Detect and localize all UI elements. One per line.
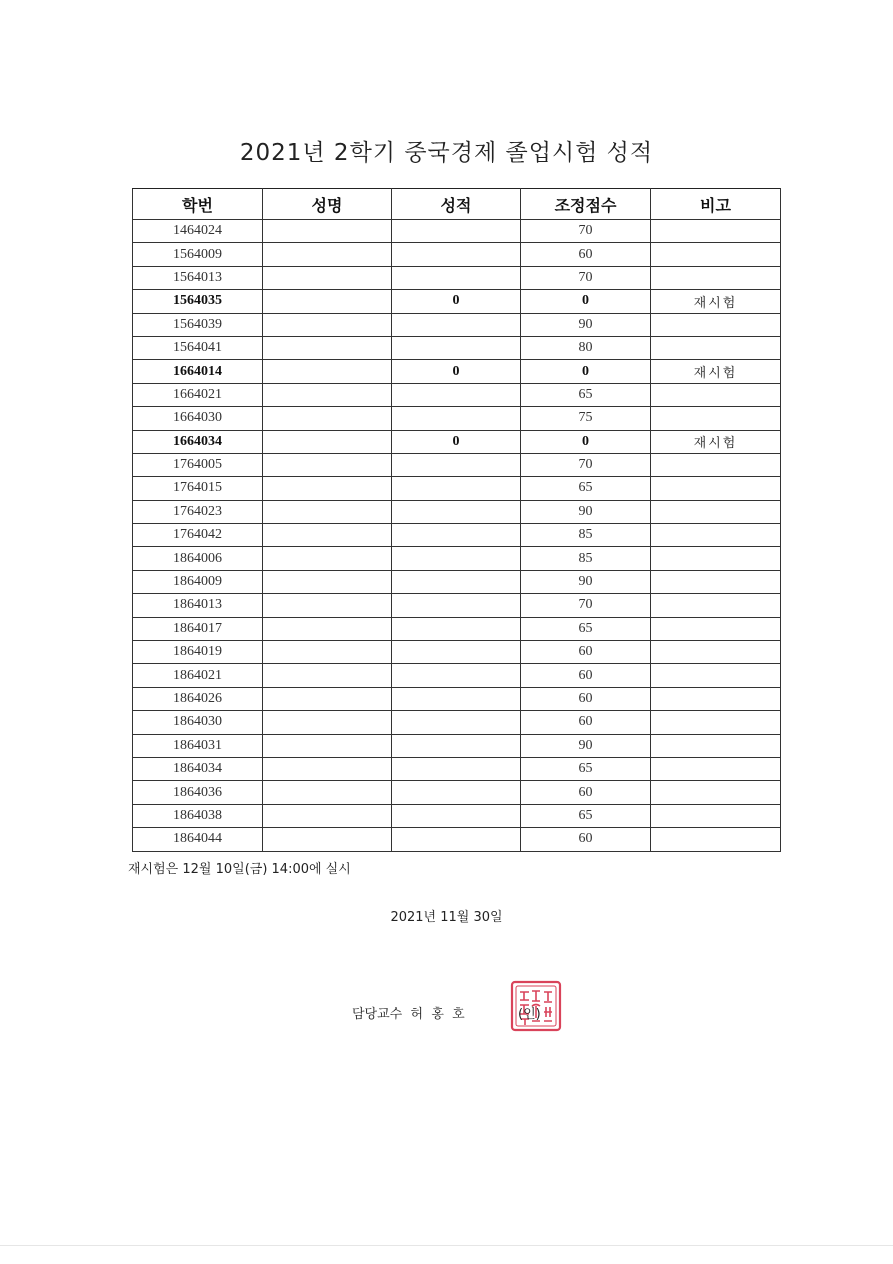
cell-score xyxy=(392,336,521,359)
cell-score xyxy=(392,220,521,243)
cell-adjusted-score: 70 xyxy=(521,594,651,617)
cell-name xyxy=(263,524,392,547)
cell-name xyxy=(263,266,392,289)
cell-name xyxy=(263,500,392,523)
cell-remarks xyxy=(651,547,781,570)
cell-score xyxy=(392,313,521,336)
cell-remarks xyxy=(651,243,781,266)
cell-student-id: 1864021 xyxy=(133,664,263,687)
cell-remarks xyxy=(651,594,781,617)
table-row xyxy=(133,266,781,289)
retest-notice: 재시험은 12월 10일(금) 14:00에 실시 xyxy=(128,862,351,877)
cell-score xyxy=(392,547,521,570)
cell-name xyxy=(263,711,392,734)
cell-adjusted-score: 60 xyxy=(521,687,651,710)
cell-adjusted-score: 0 xyxy=(521,360,651,383)
cell-name xyxy=(263,828,392,851)
cell-remarks xyxy=(651,524,781,547)
table-row xyxy=(133,383,781,406)
cell-student-id: 1864013 xyxy=(133,594,263,617)
cell-student-id: 1564035 xyxy=(133,290,263,313)
cell-remarks xyxy=(651,407,781,430)
professor-signature-line: 담당교수 허 홍 호 xyxy=(352,1007,465,1022)
page-bottom-rule xyxy=(0,1245,893,1246)
cell-score xyxy=(392,570,521,593)
table-row xyxy=(133,734,781,757)
cell-adjusted-score: 85 xyxy=(521,547,651,570)
cell-remarks xyxy=(651,711,781,734)
cell-score xyxy=(392,828,521,851)
table-row xyxy=(133,594,781,617)
cell-score xyxy=(392,641,521,664)
grades-table-body xyxy=(133,220,781,852)
cell-adjusted-score: 70 xyxy=(521,220,651,243)
cell-remarks xyxy=(651,804,781,827)
cell-remarks: 재시험 xyxy=(651,360,781,383)
cell-student-id: 1464024 xyxy=(133,220,263,243)
cell-adjusted-score: 90 xyxy=(521,570,651,593)
cell-name xyxy=(263,594,392,617)
cell-adjusted-score: 90 xyxy=(521,313,651,336)
table-row xyxy=(133,500,781,523)
cell-student-id: 1864034 xyxy=(133,757,263,780)
page-title: 2021년 2학기 중국경제 졸업시험 성적 xyxy=(239,140,654,166)
table-row xyxy=(133,220,781,243)
document-date: 2021년 11월 30일 xyxy=(390,910,503,925)
cell-student-id: 1864006 xyxy=(133,547,263,570)
cell-student-id: 1564013 xyxy=(133,266,263,289)
cell-adjusted-score: 85 xyxy=(521,524,651,547)
cell-remarks: 재시험 xyxy=(651,290,781,313)
cell-score xyxy=(392,594,521,617)
header-score: 성적 xyxy=(392,189,521,220)
cell-adjusted-score: 60 xyxy=(521,781,651,804)
cell-remarks xyxy=(651,664,781,687)
cell-name xyxy=(263,243,392,266)
cell-remarks xyxy=(651,617,781,640)
cell-adjusted-score: 65 xyxy=(521,617,651,640)
table-row xyxy=(133,664,781,687)
cell-adjusted-score: 65 xyxy=(521,757,651,780)
cell-remarks xyxy=(651,757,781,780)
cell-remarks: 재시험 xyxy=(651,430,781,453)
cell-student-id: 1864030 xyxy=(133,711,263,734)
cell-name xyxy=(263,360,392,383)
cell-name xyxy=(263,290,392,313)
cell-name xyxy=(263,220,392,243)
cell-student-id: 1564009 xyxy=(133,243,263,266)
cell-remarks xyxy=(651,313,781,336)
cell-score: 0 xyxy=(392,430,521,453)
cell-name xyxy=(263,430,392,453)
cell-remarks xyxy=(651,828,781,851)
table-row xyxy=(133,477,781,500)
cell-adjusted-score: 90 xyxy=(521,734,651,757)
cell-student-id: 1864019 xyxy=(133,641,263,664)
cell-name xyxy=(263,781,392,804)
cell-name xyxy=(263,641,392,664)
cell-name xyxy=(263,407,392,430)
cell-name xyxy=(263,313,392,336)
cell-student-id: 1764042 xyxy=(133,524,263,547)
table-header-row xyxy=(133,189,781,220)
cell-adjusted-score: 75 xyxy=(521,407,651,430)
cell-score xyxy=(392,804,521,827)
cell-name xyxy=(263,687,392,710)
cell-remarks xyxy=(651,220,781,243)
table-row xyxy=(133,547,781,570)
header-remarks: 비고 xyxy=(651,189,781,220)
cell-name xyxy=(263,804,392,827)
table-row xyxy=(133,336,781,359)
cell-remarks xyxy=(651,641,781,664)
cell-name xyxy=(263,336,392,359)
cell-remarks xyxy=(651,477,781,500)
cell-student-id: 1864036 xyxy=(133,781,263,804)
cell-remarks xyxy=(651,383,781,406)
cell-student-id: 1864038 xyxy=(133,804,263,827)
header-name: 성명 xyxy=(263,189,392,220)
cell-student-id: 1764005 xyxy=(133,453,263,476)
cell-name xyxy=(263,617,392,640)
cell-score xyxy=(392,711,521,734)
grades-table xyxy=(132,188,781,852)
cell-remarks xyxy=(651,570,781,593)
cell-remarks xyxy=(651,453,781,476)
cell-student-id: 1864044 xyxy=(133,828,263,851)
cell-student-id: 1664014 xyxy=(133,360,263,383)
header-adjusted-score: 조정점수 xyxy=(521,189,651,220)
seal-glyph-right xyxy=(544,992,552,1021)
cell-adjusted-score: 70 xyxy=(521,453,651,476)
cell-student-id: 1564041 xyxy=(133,336,263,359)
cell-student-id: 1864026 xyxy=(133,687,263,710)
table-row xyxy=(133,687,781,710)
cell-name xyxy=(263,477,392,500)
seal-mark-text: (인) xyxy=(518,1007,541,1022)
cell-adjusted-score: 60 xyxy=(521,711,651,734)
cell-student-id: 1664030 xyxy=(133,407,263,430)
cell-student-id: 1664021 xyxy=(133,383,263,406)
table-row xyxy=(133,524,781,547)
cell-student-id: 1864017 xyxy=(133,617,263,640)
table-row xyxy=(133,407,781,430)
cell-remarks xyxy=(651,687,781,710)
cell-adjusted-score: 60 xyxy=(521,641,651,664)
cell-student-id: 1764023 xyxy=(133,500,263,523)
cell-adjusted-score: 0 xyxy=(521,430,651,453)
table-row xyxy=(133,804,781,827)
cell-student-id: 1864009 xyxy=(133,570,263,593)
cell-name xyxy=(263,547,392,570)
table-row xyxy=(133,453,781,476)
cell-score xyxy=(392,243,521,266)
cell-name xyxy=(263,570,392,593)
cell-adjusted-score: 80 xyxy=(521,336,651,359)
professor-seal-stamp xyxy=(510,980,562,1032)
cell-student-id: 1664034 xyxy=(133,430,263,453)
table-row xyxy=(133,243,781,266)
cell-student-id: 1564039 xyxy=(133,313,263,336)
cell-student-id: 1764015 xyxy=(133,477,263,500)
cell-score xyxy=(392,477,521,500)
table-row xyxy=(133,290,781,313)
cell-score xyxy=(392,664,521,687)
cell-student-id: 1864031 xyxy=(133,734,263,757)
table-row xyxy=(133,757,781,780)
cell-score xyxy=(392,781,521,804)
cell-adjusted-score: 65 xyxy=(521,804,651,827)
cell-score: 0 xyxy=(392,360,521,383)
cell-score xyxy=(392,266,521,289)
cell-remarks xyxy=(651,336,781,359)
table-row xyxy=(133,570,781,593)
cell-name xyxy=(263,383,392,406)
cell-score xyxy=(392,734,521,757)
table-row xyxy=(133,641,781,664)
cell-adjusted-score: 60 xyxy=(521,243,651,266)
cell-name xyxy=(263,734,392,757)
header-student-id: 학번 xyxy=(133,189,263,220)
table-row xyxy=(133,313,781,336)
cell-score xyxy=(392,407,521,430)
table-row xyxy=(133,360,781,383)
cell-name xyxy=(263,664,392,687)
table-row xyxy=(133,828,781,851)
cell-remarks xyxy=(651,500,781,523)
cell-adjusted-score: 60 xyxy=(521,828,651,851)
cell-name xyxy=(263,757,392,780)
table-row xyxy=(133,781,781,804)
cell-adjusted-score: 70 xyxy=(521,266,651,289)
cell-score xyxy=(392,383,521,406)
cell-score xyxy=(392,453,521,476)
cell-score xyxy=(392,617,521,640)
cell-adjusted-score: 65 xyxy=(521,477,651,500)
table-row xyxy=(133,617,781,640)
cell-remarks xyxy=(651,266,781,289)
cell-adjusted-score: 60 xyxy=(521,664,651,687)
cell-score xyxy=(392,524,521,547)
cell-adjusted-score: 65 xyxy=(521,383,651,406)
cell-score xyxy=(392,500,521,523)
cell-remarks xyxy=(651,781,781,804)
cell-name xyxy=(263,453,392,476)
cell-remarks xyxy=(651,734,781,757)
cell-adjusted-score: 90 xyxy=(521,500,651,523)
cell-score xyxy=(392,687,521,710)
table-row xyxy=(133,711,781,734)
table-row xyxy=(133,430,781,453)
cell-score: 0 xyxy=(392,290,521,313)
cell-score xyxy=(392,757,521,780)
cell-adjusted-score: 0 xyxy=(521,290,651,313)
